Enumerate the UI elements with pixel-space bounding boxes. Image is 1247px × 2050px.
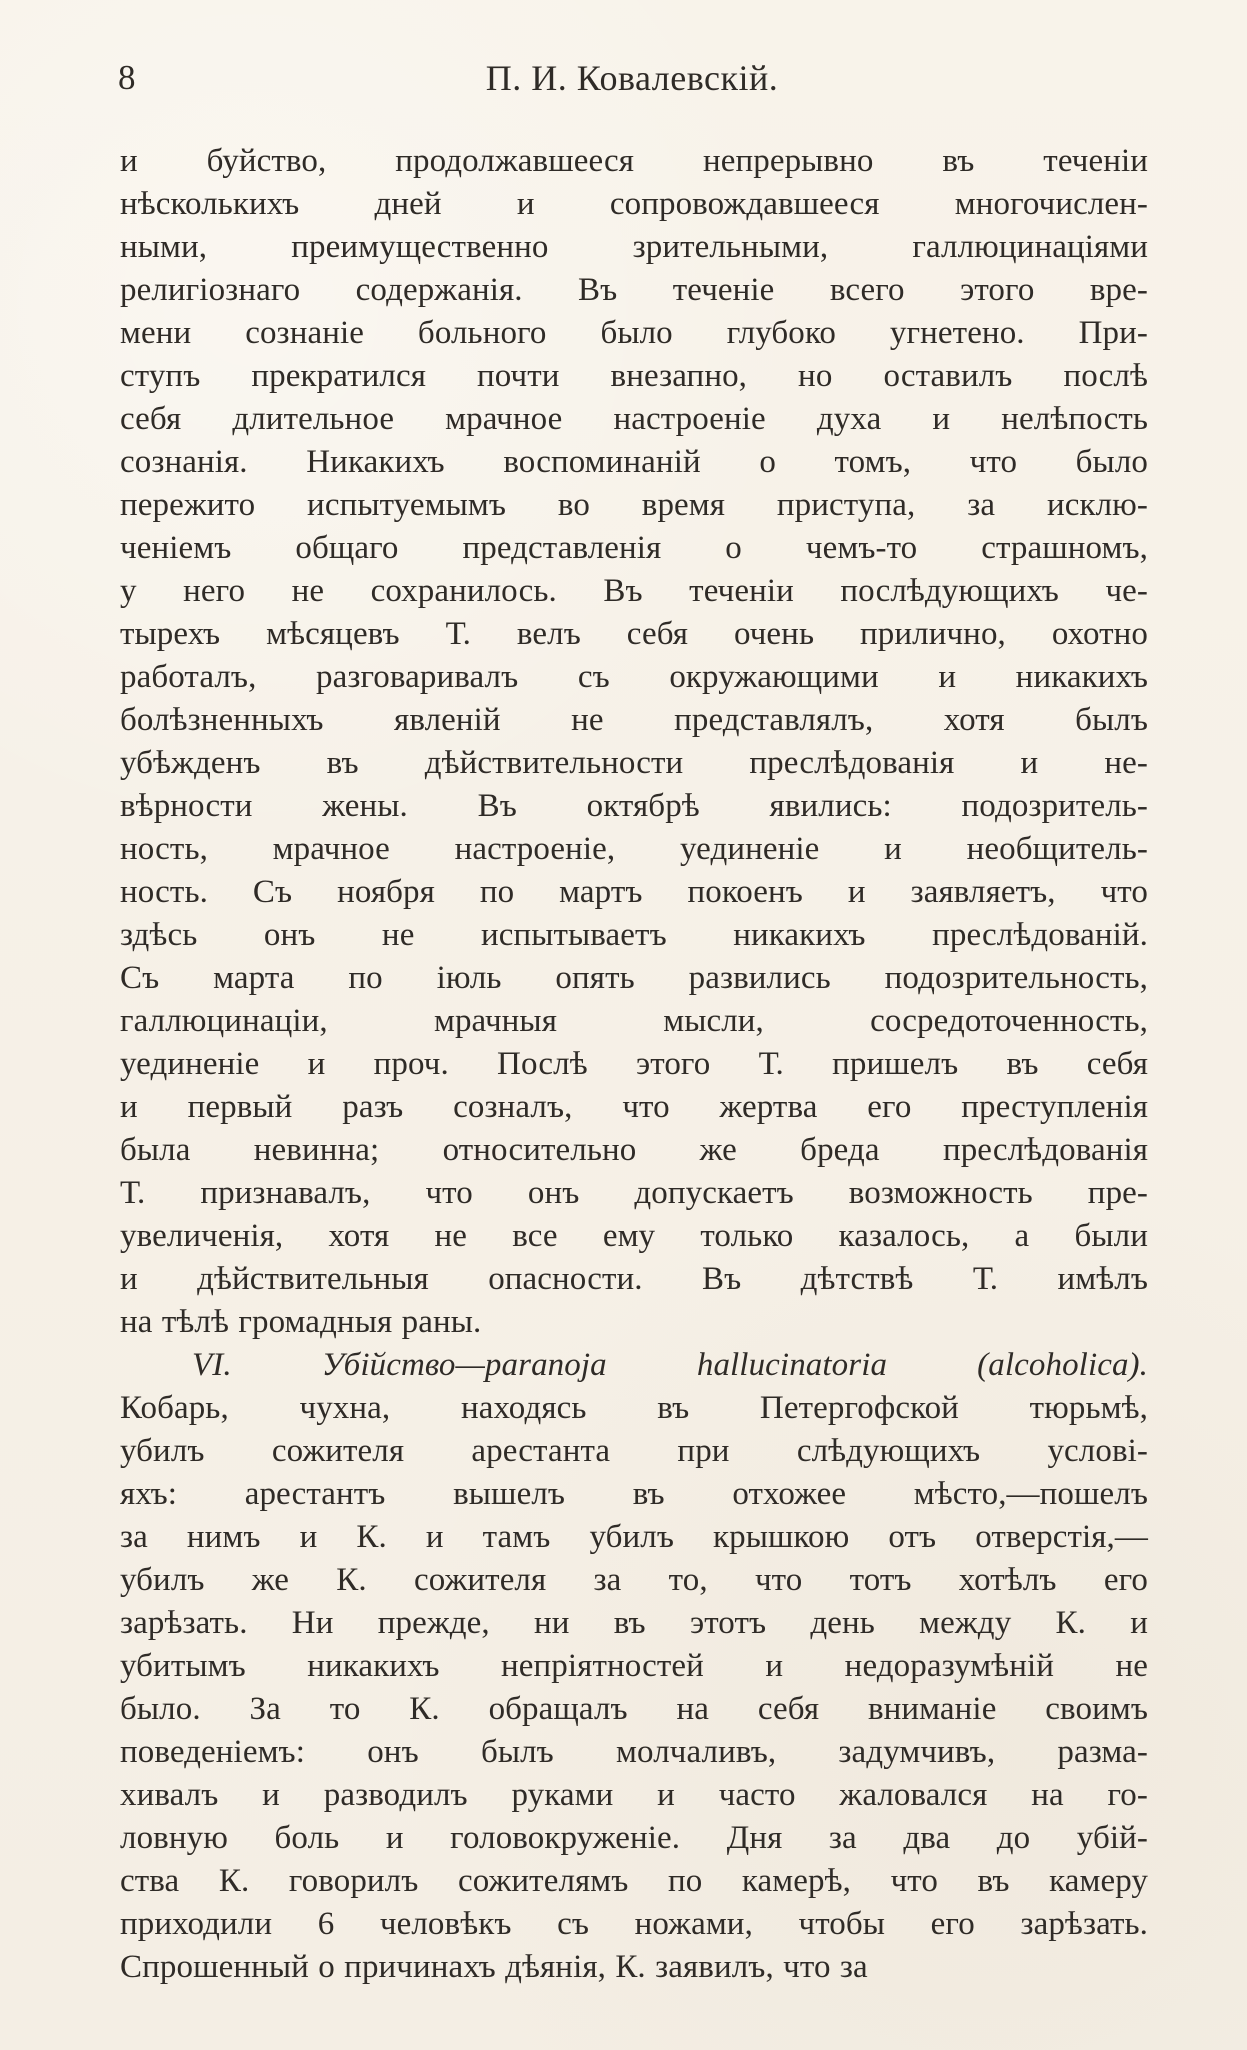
text-line: и буйство, продолжавшееся непрерывно въ теченіи: [120, 143, 1148, 179]
text-line: себя длительное мрачное настроеніе духа и нелѣпость: [120, 401, 1148, 437]
text-line: хивалъ и разводилъ руками и часто жаловался на го-: [120, 1777, 1148, 1813]
text-line: убитымъ никакихъ непріятностей и недоразумѣній не: [120, 1648, 1148, 1684]
body-text: [120, 140, 1148, 1989]
text-line: у него не сохранилось. Въ теченіи послѣдующихъ че-: [120, 573, 1148, 609]
text-line: убилъ же К. сожителя за то, что тотъ хотѣлъ его: [120, 1562, 1148, 1598]
text-line: приходили 6 человѣкъ съ ножами, чтобы его зарѣзать.: [120, 1906, 1148, 1942]
text-line: ловную боль и головокруженіе. Дня за два до убій-: [120, 1820, 1148, 1856]
text-line: религіознаго содержанія. Въ теченіе всего этого вре-: [120, 272, 1148, 308]
text-line: зарѣзать. Ни прежде, ни въ этотъ день между К. и: [120, 1605, 1148, 1641]
text-line: здѣсь онъ не испытываетъ никакихъ преслѣдованій.: [120, 917, 1148, 953]
text-line: ность. Съ ноября по мартъ покоенъ и заявляетъ, что: [120, 874, 1148, 910]
text-line: убѣжденъ въ дѣйствительности преслѣдованія и не-: [120, 745, 1148, 781]
running-head: П. И. Ковалевскій.: [485, 58, 779, 98]
text-line: вѣрности жены. Въ октябрѣ явились: подозритель-: [120, 788, 1148, 824]
text-line: убилъ сожителя арестанта при слѣдующихъ услові-: [120, 1433, 1148, 1469]
text-line: ность, мрачное настроеніе, уединеніе и необщитель-: [120, 831, 1148, 867]
text-line: тырехъ мѣсяцевъ Т. велъ себя очень прилично, охотно: [120, 616, 1148, 652]
text-line: Спрошенный о причинахъ дѣянія, К. заявилъ, что за: [120, 1949, 868, 1985]
text-line: Кобарь, чухна, находясь въ Петергофской тюрьмѣ,: [120, 1390, 1148, 1426]
text-line: ступъ прекратился почти внезапно, но оставилъ послѣ: [120, 358, 1148, 394]
text-line: и первый разъ созналъ, что жертва его преступленія: [120, 1089, 1148, 1125]
text-line: увеличенія, хотя не все ему только казалось, а были: [120, 1218, 1148, 1254]
section-title: VI. Убійство—paranoja hallucinatoria (alcoholica).: [192, 1347, 1148, 1383]
text-line: и дѣйствительныя опасности. Въ дѣтствѣ Т. имѣлъ: [120, 1261, 1148, 1297]
text-line: ства К. говорилъ сожителямъ по камерѣ, что въ камеру: [120, 1863, 1148, 1899]
text-line: уединеніе и проч. Послѣ этого Т. пришелъ въ себя: [120, 1046, 1148, 1082]
text-line: поведеніемъ: онъ былъ молчаливъ, задумчивъ, разма-: [120, 1734, 1148, 1770]
text-line: работалъ, разговаривалъ съ окружающими и никакихъ: [120, 659, 1148, 695]
text-line: Т. признавалъ, что онъ допускаетъ возможность пре-: [120, 1175, 1148, 1211]
text-line: нѣсколькихъ дней и сопровождавшееся многочислен-: [120, 186, 1148, 222]
text-line: за нимъ и К. и тамъ убилъ крышкою отъ отверстія,—: [120, 1519, 1148, 1555]
text-line: ными, преимущественно зрительными, галлюцинаціями: [120, 229, 1148, 265]
text-line: болѣзненныхъ явленій не представлялъ, хотя былъ: [120, 702, 1148, 738]
text-line: галлюцинаціи, мрачныя мысли, сосредоточенность,: [120, 1003, 1148, 1039]
page-number: 8: [118, 58, 136, 97]
text-line: ченіемъ общаго представленія о чемъ-то страшномъ,: [120, 530, 1148, 566]
text-line: сознанія. Никакихъ воспоминаній о томъ, что было: [120, 444, 1148, 480]
page-header: [118, 58, 1146, 108]
text-line: было. За то К. обращалъ на себя вниманіе своимъ: [120, 1691, 1148, 1727]
text-line: Съ марта по іюль опять развились подозрительность,: [120, 960, 1148, 996]
text-line: яхъ: арестантъ вышелъ въ отхожее мѣсто,—пошелъ: [120, 1476, 1148, 1512]
text-line: пережито испытуемымъ во время приступа, за исклю-: [120, 487, 1148, 523]
text-line: на тѣлѣ громадныя раны.: [120, 1304, 482, 1340]
text-line: была невинна; относительно же бреда преслѣдованія: [120, 1132, 1148, 1168]
text-line: мени сознаніе больного было глубоко угнетено. При-: [120, 315, 1148, 351]
